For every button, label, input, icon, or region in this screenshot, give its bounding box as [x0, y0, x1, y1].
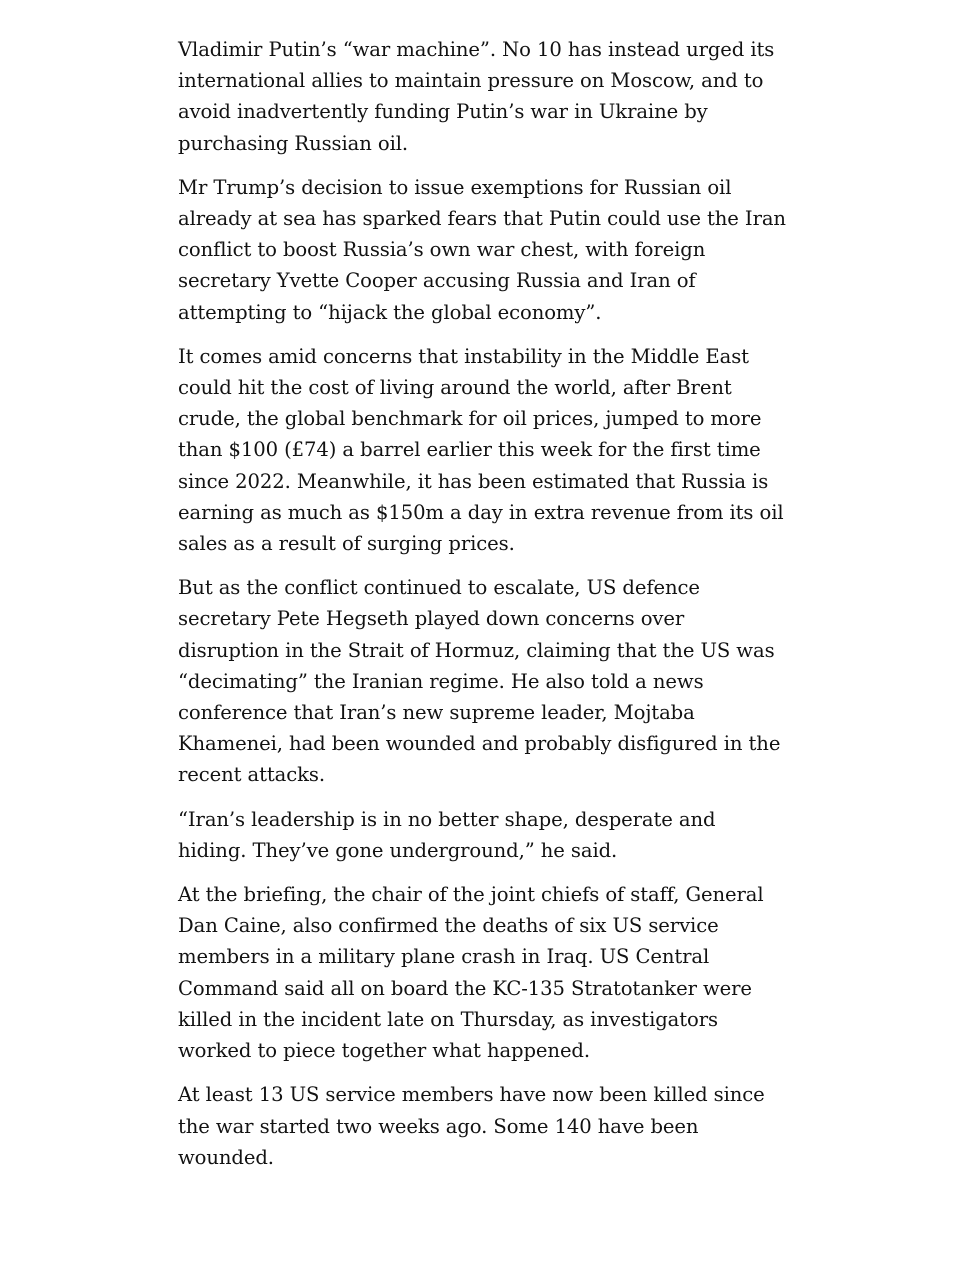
- article-paragraph: Vladimir Putin’s “war machine”. No 10 has instead urged its international allies to maintain pressure on Moscow, and to avoid inadvertently funding Putin’s war in Ukraine by purchasing Russian oil.: [178, 38, 775, 155]
- article-paragraph: At the briefing, the chair of the joint chiefs of staff, General Dan Caine, also confirmed the deaths of six US service members in a military plane crash in Iraq. US Central Command said all on board the KC-135 Stratotanker were killed in the incident late on Thursday, as investigators worked to piece together what happened.: [178, 883, 764, 1063]
- article-paragraph: It comes amid concerns that instability in the Middle East could hit the cost of living around the world, after Brent crude, the global benchmark for oil prices, jumped to more than $100 (£74) a barrel earlier this week for the first time since 2022. Meanwhile, it has been estimated that Russia is earning as much as $150m a day in extra revenue from its oil sales as a result of surging prices.: [178, 344, 784, 556]
- article-paragraph: Mr Trump’s decision to issue exemptions for Russian oil already at sea has sparked fears that Putin could use the Iran conflict to boost Russia’s own war chest, with foreign secretary Yvette Cooper accusing Russia and Iran of attempting to “hijack the global economy”.: [178, 175, 786, 324]
- article-body: [178, 34, 788, 1186]
- article-paragraph: But as the conflict continued to escalate, US defence secretary Pete Hegseth played down concerns over disruption in the Strait of Hormuz, claiming that the US was “decimating” the Iranian regime. He also told a news conference that Iran’s new supreme leader, Mojtaba Khamenei, had been wounded and probably disfigured in the recent attacks.: [178, 576, 781, 787]
- article-paragraph: At least 13 US service members have now been killed since the war started two weeks ago. Some 140 have been wounded.: [178, 1083, 765, 1169]
- article-paragraph: “Iran’s leadership is in no better shape, desperate and hiding. They’ve gone underground,” he said.: [178, 807, 716, 862]
